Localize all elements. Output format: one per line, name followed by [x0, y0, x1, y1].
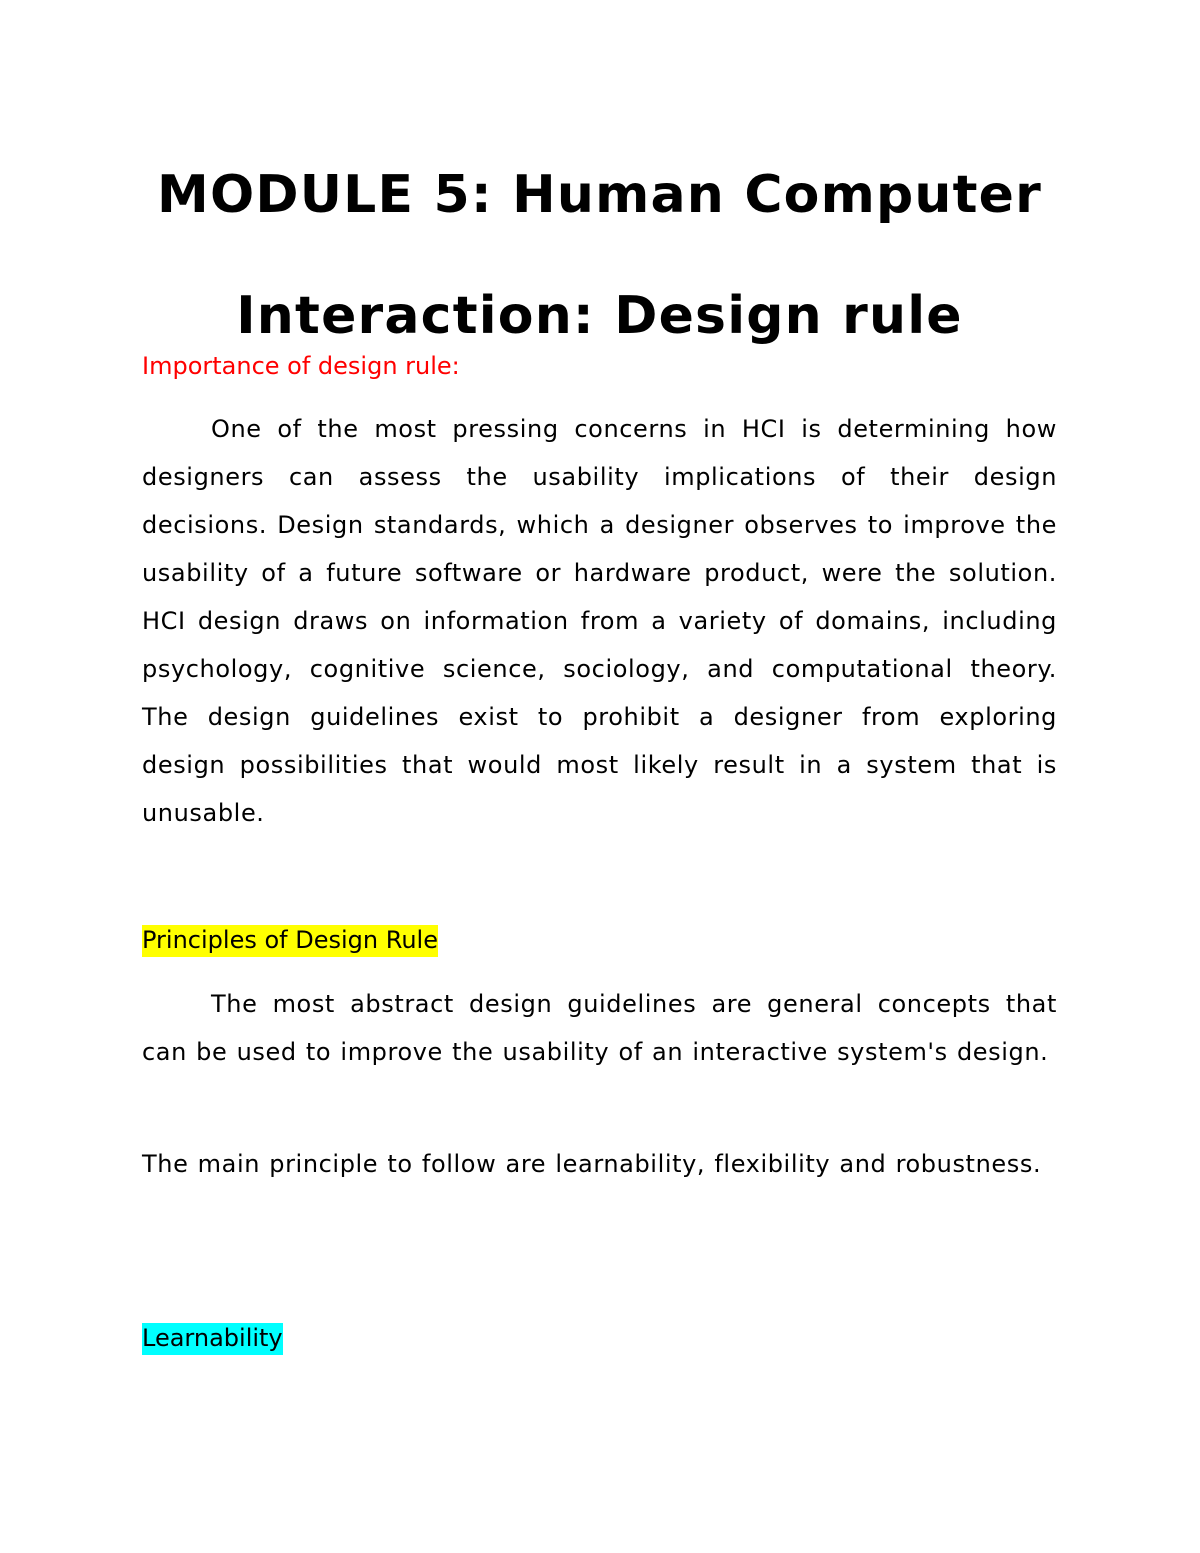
importance-paragraph: One of the most pressing concerns in HCI is determining how designers can assess the usability implications of their design decisions. Design standards, which a designer observes to improve the usability of a future software or hardware product, were the solution. HCI design draws on information from a variety of domains, including psychology, cognitive science, sociology, and computational theory. The design guidelines exist to prohibit a designer from exploring design possibilities that would most likely result in a system that is unusable. [142, 415, 1057, 827]
page-title-line-2: Interaction: Design rule [236, 286, 963, 346]
page-title [142, 135, 1057, 377]
learnability-heading-text: Learnability [142, 1323, 283, 1355]
section-heading-learnability [142, 1320, 283, 1356]
principles-heading-text: Principles of Design Rule [142, 925, 438, 957]
principles-paragraph-1: The most abstract design guidelines are general concepts that can be used to improve the usability of an interactive system's design. [142, 990, 1057, 1066]
page-title-line-1: MODULE 5: Human Computer [157, 165, 1042, 225]
section-heading-principles [142, 922, 438, 958]
section-heading-importance: Importance of design rule: [142, 352, 460, 380]
principles-paragraph-2: The main principle to follow are learnability, flexibility and robustness. [142, 1150, 1042, 1178]
